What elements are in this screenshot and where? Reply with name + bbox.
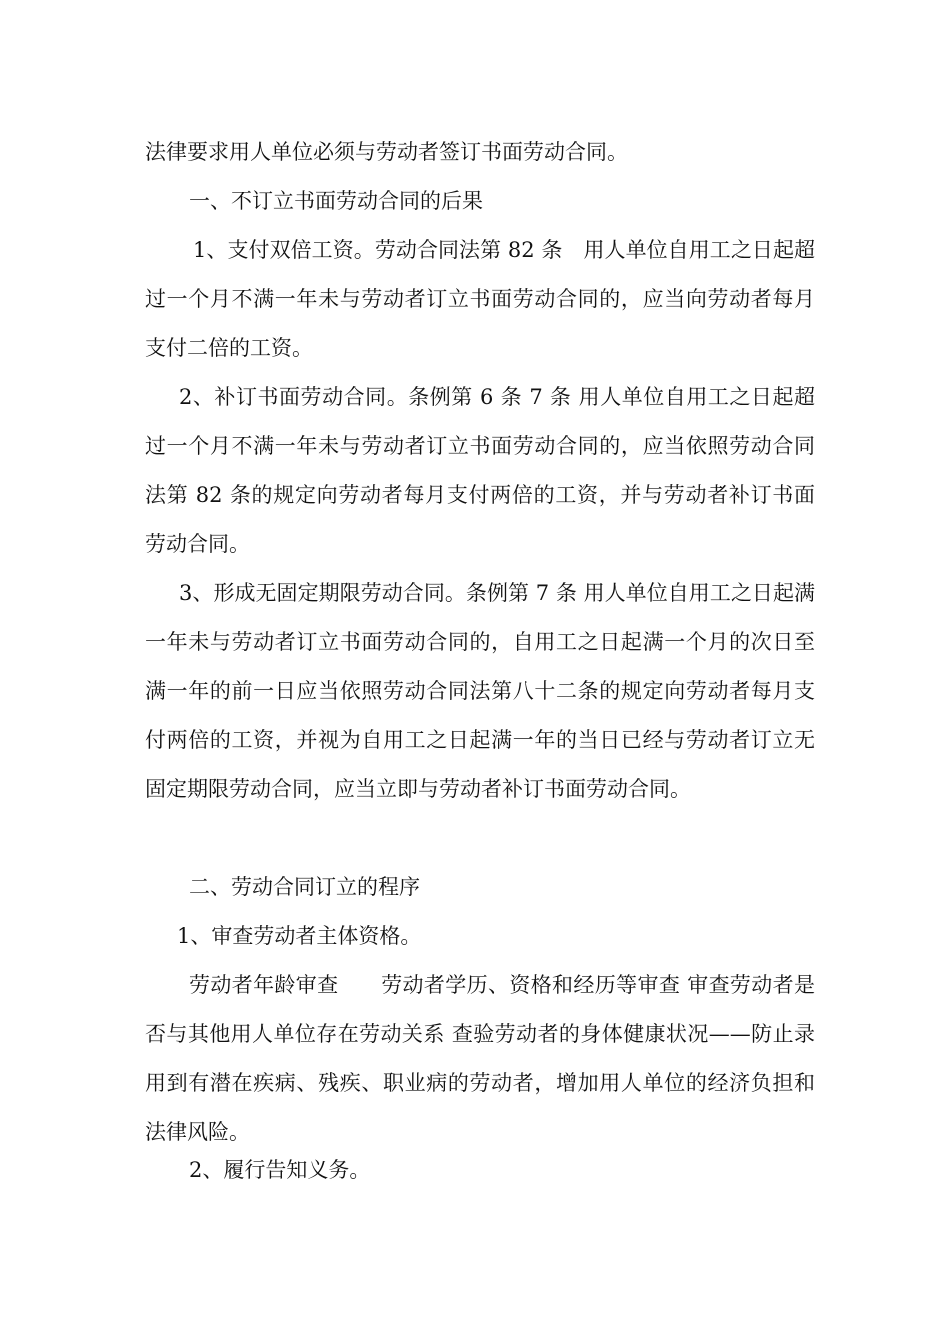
paragraph-intro: 法律要求用人单位必须与劳动者签订书面劳动合同。 bbox=[145, 140, 628, 164]
paragraph-double-wages: 1、支付双倍工资。劳动合同法第 82 条 用人单位自用工之日起超过一个月不满一年未与劳动者订立书面劳动合同的，应当向劳动者每月支付二倍的工资。 bbox=[145, 238, 815, 360]
paragraph-review-items: 劳动者年龄审查 劳动者学历、资格和经历等审查 审查劳动者是否与其他用人单位存在劳动关系 查验劳动者的身体健康状况——防止录用到有潜在疾病、残疾、职业病的劳动者，增加用人单位的经济负担和法律风险。 bbox=[145, 973, 815, 1144]
heading-procedure: 二、劳动合同订立的程序 bbox=[189, 875, 420, 899]
heading-consequences: 一、不订立书面劳动合同的后果 bbox=[189, 189, 483, 213]
paragraph-review-qualification: 1、审查劳动者主体资格。 bbox=[177, 924, 422, 948]
paragraph-notify-duty: 2、履行告知义务。 bbox=[189, 1158, 371, 1182]
paragraph-open-ended-contract: 3、形成无固定期限劳动合同。条例第 7 条 用人单位自用工之日起满一年未与劳动者订立书面劳动合同的，自用工之日起满一个月的次日至满一年的前一日应当依照劳动合同法第八十二条的规定向劳动者每月支付两倍的工资，并视为自用工之日起满一年的当日已经与劳动者订立无固定期限劳动合同，应当立即与劳动者补订书面劳动合同。 bbox=[145, 581, 815, 801]
paragraph-supplement-contract: 2、补订书面劳动合同。条例第 6 条 7 条 用人单位自用工之日起超过一个月不满一年未与劳动者订立书面劳动合同的，应当依照劳动合同法第 82 条的规定向劳动者每月支付两倍的工资，并与劳动者补订书面劳动合同。 bbox=[145, 385, 815, 556]
